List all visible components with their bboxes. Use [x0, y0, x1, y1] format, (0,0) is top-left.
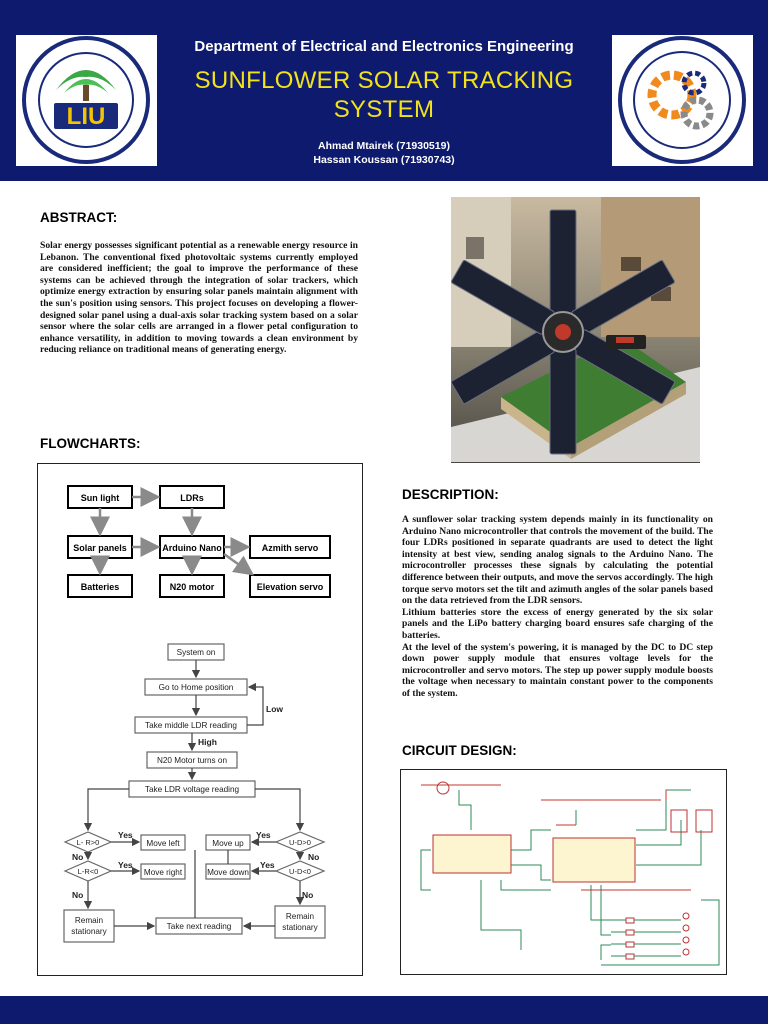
block-solar-panels: Solar panels: [73, 543, 127, 553]
label-no-ud-neg: No: [302, 890, 314, 900]
label-low: Low: [266, 704, 283, 714]
step-take-middle-reading: Take middle LDR reading: [145, 721, 237, 730]
abstract-heading: ABSTRACT:: [40, 210, 118, 225]
flowcharts-heading: FLOWCHARTS:: [40, 436, 141, 451]
step-n20-motor-on: N20 Motor turns on: [156, 756, 228, 765]
circuit-design-heading: CIRCUIT DESIGN:: [402, 743, 517, 758]
decision-ud-positive: U-D>0: [289, 838, 311, 847]
label-yes-ud: Yes: [256, 830, 271, 840]
footer-banner: [0, 996, 768, 1024]
step-system-on: System on: [176, 648, 216, 657]
circuit-schematic: [400, 769, 727, 975]
block-n20-motor: N20 motor: [169, 582, 215, 592]
poster-title: [150, 66, 618, 124]
label-yes-lr: Yes: [118, 830, 133, 840]
block-batteries: Batteries: [80, 582, 120, 592]
label-high: High: [198, 737, 217, 747]
step-go-home: Go to Home position: [158, 683, 234, 692]
decision-lr-negative: L-R<0: [77, 867, 99, 876]
remain-right-line1: Remain: [285, 912, 315, 921]
description-paragraph: At the level of the system's powering, it is managed by the DC to DC step down power supply module that ensures voltage levels for the microcontroller and servo motors. The step up power supply module boosts the voltage when necessary to maintain constant power to the components of the system.: [402, 641, 713, 699]
flowchart-panel: [37, 463, 363, 976]
block-ldrs: LDRs: [180, 493, 204, 503]
poster-title-line2: SYSTEM: [333, 96, 435, 123]
authors: [150, 139, 618, 167]
description-heading: DESCRIPTION:: [402, 487, 499, 502]
block-elevation-servo: Elevation servo: [256, 582, 324, 592]
remain-left-line2: stationary: [71, 927, 107, 936]
step-move-left: Move left: [146, 839, 180, 848]
label-no-ud: No: [308, 852, 320, 862]
step-move-down: Move down: [207, 868, 249, 877]
step-move-right: Move right: [143, 868, 183, 877]
step-move-up: Move up: [212, 839, 244, 848]
department-name: Department of Electrical and Electronics Engineering: [194, 38, 574, 55]
remain-left-line1: Remain: [74, 916, 104, 925]
label-no-lr: No: [72, 852, 84, 862]
abstract-text: Solar energy possesses significant potential as a renewable energy resource in Lebanon. The conventional fixed photovoltaic systems currently employed are considered inefficient; the goal to improve the performance of these systems can be achieved through the integration of solar trackers, which optimize energy extraction by ensuring solar panels maintain alignment with the sun's position using sensors. This project focuses on developing a flower-designed solar panel using a dual-axis solar tracking system based on a solar sensor where the solar cells are arranged in a flower petal configuration to enhance versatility, in addition to moving towards a clean environment by reducing reliance on traditional means of generating energy.: [40, 240, 358, 356]
step-take-next-reading: Take next reading: [166, 922, 232, 931]
step-take-voltage-reading: Take LDR voltage reading: [144, 785, 240, 794]
description-text: [402, 514, 713, 700]
author-1: Ahmad Mtairek (71930519): [318, 140, 450, 152]
decision-lr-positive: L- R>0: [76, 838, 100, 847]
block-arduino-nano: Arduino Nano: [162, 543, 222, 553]
description-paragraph: A sunflower solar tracking system depends mainly in its functionality on Arduino Nano microcontroller that controls the movement of the build. The four LDRs positioned in separate quadrants are used to detect the light intensity at best view, sending analog signals to the Arduino Nano. The microcontroller processes these signals by calculating the potential difference between their outputs, and move the servos accordingly. The high torque servo motors set the tilt and azimuth angles of the solar panels based on the data retrieved from the LDR sensors.: [402, 514, 713, 607]
liu-logo: [16, 35, 157, 166]
decision-ud-negative: U-D<0: [289, 867, 311, 876]
label-yes-lr-neg: Yes: [118, 860, 133, 870]
label-yes-ud-neg: Yes: [260, 860, 275, 870]
block-azimuth-servo: Azmith servo: [261, 543, 319, 553]
poster-title-line1: SUNFLOWER SOLAR TRACKING: [194, 67, 574, 94]
block-sun-light: Sun light: [80, 493, 120, 503]
author-2: Hassan Koussan (71930743): [313, 154, 455, 166]
liu-logo-text: LIU: [66, 103, 106, 130]
sunflower-prototype-photo: [451, 197, 700, 463]
remain-right-line2: stationary: [282, 923, 318, 932]
description-paragraph: Lithium batteries store the excess of energy generated by the six solar panels and the LiPo battery charging board ensures safe charging of the batteries.: [402, 606, 713, 641]
school-of-engineering-logo: [612, 35, 753, 166]
label-no-lr-neg: No: [72, 890, 84, 900]
